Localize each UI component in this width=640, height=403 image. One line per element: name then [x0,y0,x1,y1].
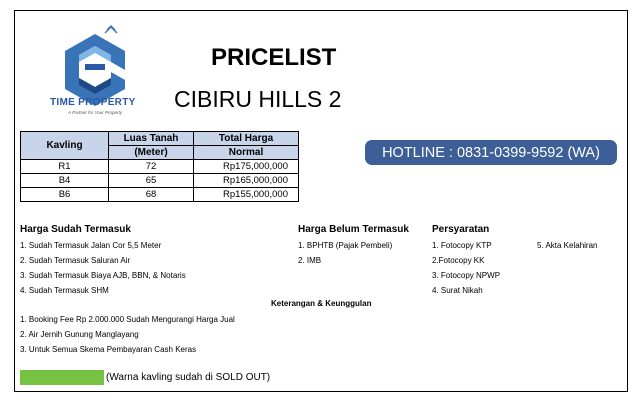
keterangan-heading: Keterangan & Keunggulan [271,299,372,308]
keterangan-item: 3. Untuk Semua Skema Pembayaran Cash Keras [20,345,197,354]
cell-kavling: B6 [21,188,109,202]
keterangan-item: 2. Air Jernih Gunung Manglayang [20,330,139,339]
cell-harga: Rp175,000,000 [194,160,299,174]
table-row [21,188,299,202]
belum-heading: Harga Belum Termasuk [298,224,409,235]
termasuk-item: 3. Sudah Termasuk Biaya AJB, BBN, & Notaris [20,271,186,280]
cell-luas: 68 [109,188,194,202]
page-subtitle: CIBIRU HILLS 2 [174,86,342,112]
logo-name: TIME PROPERTY [50,97,136,108]
cell-harga: Rp155,000,000 [194,188,299,202]
belum-item: 2. IMB [298,256,322,265]
termasuk-item: 1. Sudah Termasuk Jalan Cor 5,5 Meter [20,241,162,250]
header-kavling: Kavling [21,132,109,160]
cell-luas: 65 [109,174,194,188]
table-row [21,160,299,174]
header-luas: Luas Tanah [109,132,194,146]
header-harga-sub: Normal [194,146,299,160]
persyaratan-item: 5. Akta Kelahiran [537,241,598,250]
cell-kavling: B4 [21,174,109,188]
logo-tagline: A Partner for Your Property [68,110,123,115]
hotline-banner: HOTLINE : 0831-0399-9592 (WA) [365,140,617,165]
keterangan-item: 1. Booking Fee Rp 2.000.000 Sudah Mengurangi Harga Jual [20,315,235,324]
persyaratan-item: 3. Fotocopy NPWP [432,271,501,280]
cell-luas: 72 [109,160,194,174]
belum-item: 1. BPHTB (Pajak Pembeli) [298,241,393,250]
sold-out-color-swatch [20,370,104,385]
termasuk-item: 2. Sudah Termasuk Saluran Air [20,256,131,265]
termasuk-item: 4. Sudah Termasuk SHM [20,286,109,295]
header-harga: Total Harga [194,132,299,146]
cell-kavling: R1 [21,160,109,174]
persyaratan-item: 4. Surat Nikah [432,286,483,295]
table-row [21,174,299,188]
cell-harga: Rp165,000,000 [194,174,299,188]
page-title: PRICELIST [211,44,337,71]
termasuk-heading: Harga Sudah Termasuk [20,224,131,235]
persyaratan-heading: Persyaratan [432,224,490,235]
price-table [20,131,299,202]
persyaratan-item: 2.Fotocopy KK [432,256,485,265]
sold-out-legend: (Warna kavling sudah di SOLD OUT) [106,372,271,383]
header-luas-unit: (Meter) [109,146,194,160]
persyaratan-item: 1. Fotocopy KTP [432,241,492,250]
